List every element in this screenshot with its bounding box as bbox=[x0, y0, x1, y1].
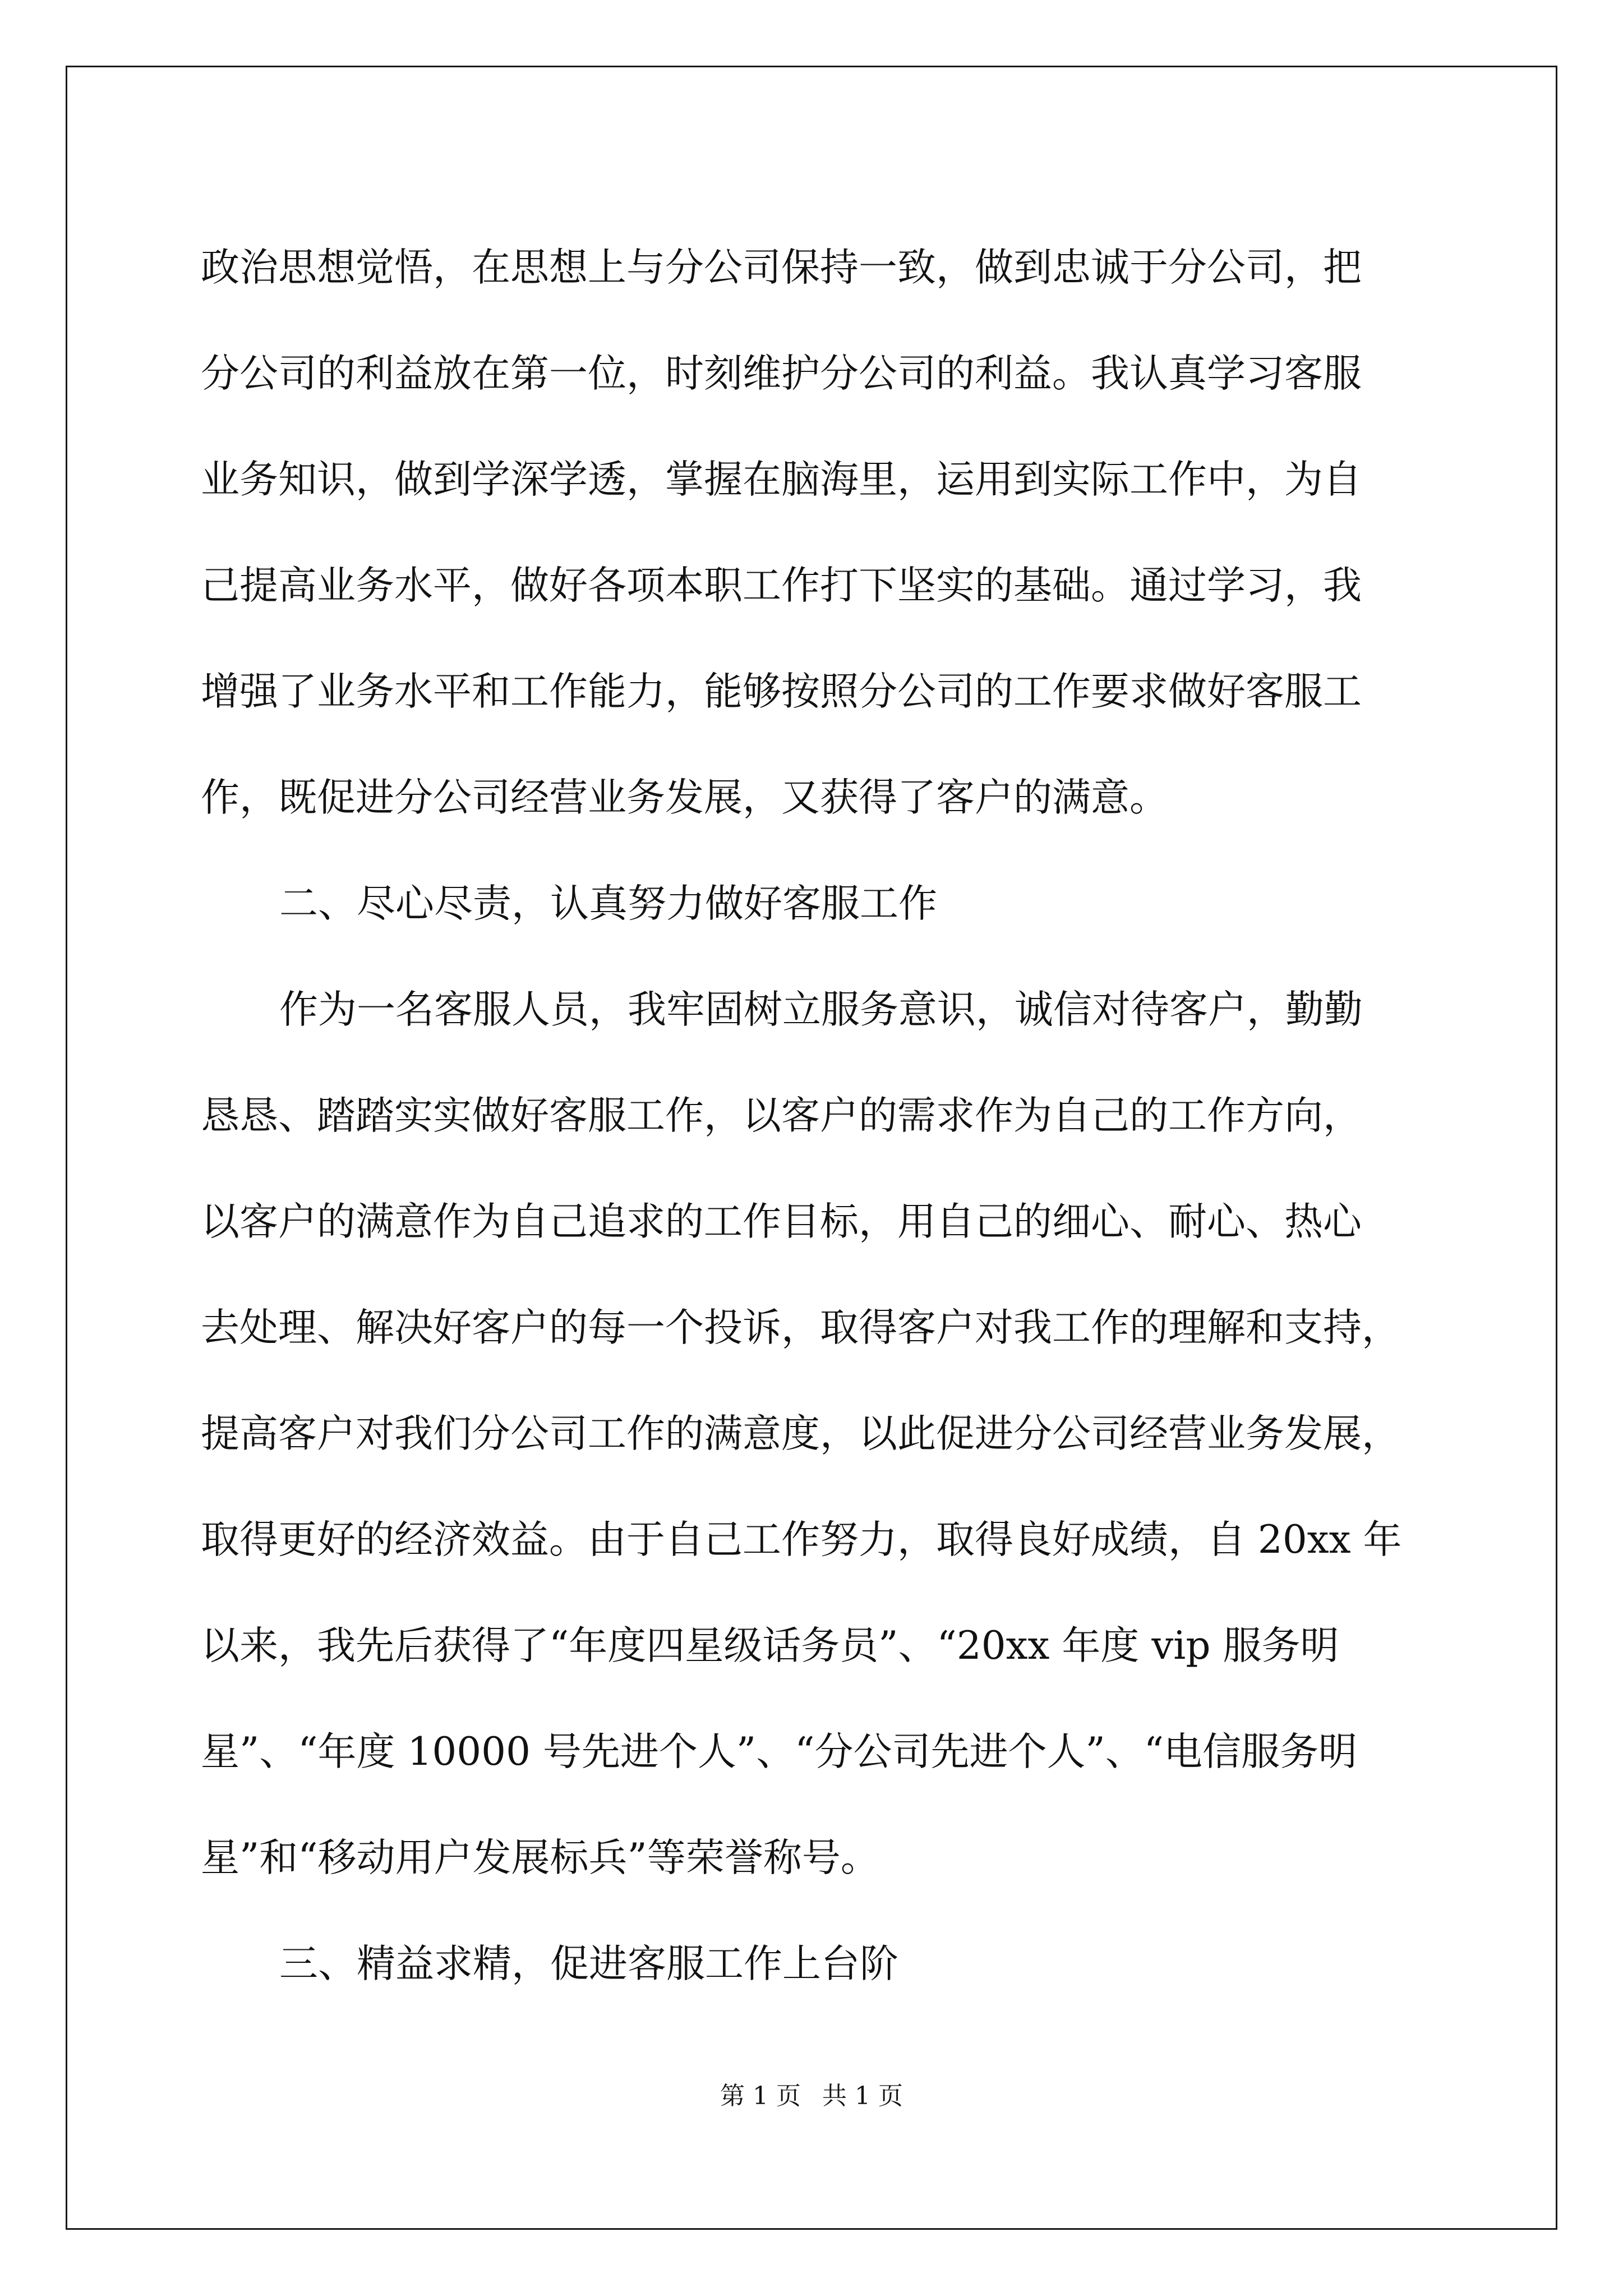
section-heading: 二、尽心尽责，认真努力做好客服工作 bbox=[279, 881, 937, 926]
text-line: 作，既促进分公司经营业务发展，又获得了客户的满意。 bbox=[201, 775, 1168, 820]
text-line: 分公司的利益放在第一位，时刻维护分公司的利益。我认真学习客服 bbox=[201, 351, 1362, 396]
text-line: 去处理、解决好客户的每一个投诉，取得客户对我工作的理解和支持， bbox=[201, 1305, 1400, 1350]
text-line: 星”、“年度 10000 号先进个人”、“分公司先进个人”、“电信服务明 bbox=[201, 1729, 1358, 1774]
page-footer bbox=[0, 2076, 1623, 2111]
text-line: 取得更好的经济效益。由于自己工作努力，取得良好成绩，自 20xx 年 bbox=[201, 1517, 1402, 1562]
text-line: 业务知识，做到学深学透，掌握在脑海里，运用到实际工作中，为自 bbox=[201, 457, 1362, 502]
text-line: 恳恳、踏踏实实做好客服工作，以客户的需求作为自己的工作方向， bbox=[201, 1093, 1362, 1138]
text-line: 己提高业务水平，做好各项本职工作打下坚实的基础。通过学习，我 bbox=[201, 563, 1362, 608]
text-line: 提高客户对我们分公司工作的满意度，以此促进分公司经营业务发展， bbox=[201, 1411, 1400, 1456]
text-line: 以客户的满意作为自己追求的工作目标，用自己的细心、耐心、热心 bbox=[201, 1199, 1362, 1244]
text-line: 增强了业务水平和工作能力，能够按照分公司的工作要求做好客服工 bbox=[201, 669, 1362, 714]
text-line: 星”和“移动用户发展标兵”等荣誉称号。 bbox=[201, 1835, 879, 1880]
page-total: 共 1 页 bbox=[822, 2082, 903, 2110]
text-line: 政治思想觉悟，在思想上与分公司保持一致，做到忠诚于分公司，把 bbox=[201, 245, 1362, 290]
document-body bbox=[201, 215, 1468, 2017]
text-line: 以来，我先后获得了“年度四星级话务员”、“20xx 年度 vip 服务明 bbox=[201, 1623, 1339, 1668]
section-heading: 三、精益求精，促进客服工作上台阶 bbox=[279, 1941, 898, 1986]
page-number: 第 1 页 bbox=[720, 2082, 801, 2110]
text-line: 作为一名客服人员，我牢固树立服务意识，诚信对待客户，勤勤 bbox=[279, 987, 1363, 1032]
